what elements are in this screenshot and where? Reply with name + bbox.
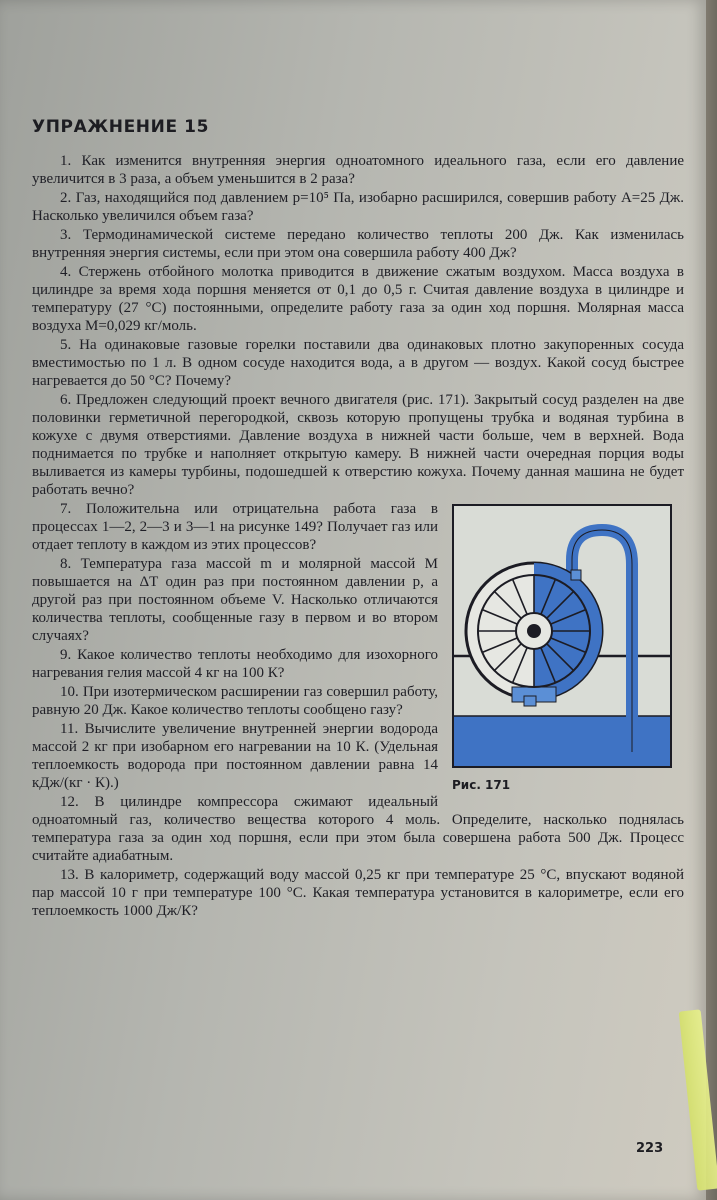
problem-text: Температура газа массой m и молярной массой M повышается на ΔT один раз при постоянном давлении p, а другой раз при постоянном объеме V. Насколько отличаются количества теплоты, сообщенные газу в первом и во втором случаях? — [32, 556, 438, 644]
problem-number: 7. — [60, 501, 72, 517]
problem-1 — [32, 152, 684, 188]
problem-text: Стержень отбойного молотка приводится в движение сжатым воздухом. Масса воздуха в цилиндре за время хода поршня меняется от 0,1 до 0,5 г. Считая давление воздуха в цилиндре и температуру (27 °С) постоянными, определите работу газа за один ход поршня. Молярная масса воздуха M=0,029 кг/моль. — [32, 264, 684, 334]
problem-number: 2. — [60, 190, 72, 206]
figure-171 — [452, 504, 684, 802]
perpetual-motion-illustration — [452, 504, 672, 768]
problem-text: Какое количество теплоты необходимо для изохорного нагревания гелия массой 4 кг на 100 К? — [32, 647, 438, 681]
problem-13 — [32, 866, 684, 920]
problem-4 — [32, 263, 684, 335]
problem-text: Как изменится внутренняя энергия одноатомного идеального газа, если его давление увеличится в 3 раза, а объем уменьшится в 2 раза? — [32, 153, 685, 187]
problem-number: 8. — [60, 556, 72, 572]
problem-number: 12. — [60, 794, 79, 810]
problem-12 — [32, 793, 684, 865]
problem-number: 4. — [60, 264, 72, 280]
problem-number: 6. — [60, 392, 72, 408]
problem-text: В калориметр, содержащий воду массой 0,25 кг при температуре 25 °С, впускают водяной пар массой 10 г при температуре 100 °С. Какая температура установится в калориметре, если его теплоемкость 1000 Дж/К? — [32, 867, 684, 919]
problem-text: На одинаковые газовые горелки поставили два одинаковых плотно закупоренных сосуда вместимостью по 1 л. В одном сосуде находится вода, а в другом — воздух. Какой сосуд быстрее нагревается до 50 °С? Почему? — [32, 337, 684, 389]
turbine-axle — [527, 624, 541, 638]
problem-2 — [32, 189, 684, 225]
page-number: 223 — [636, 1141, 664, 1156]
problem-text: Положительна или отрицательна работа газа в процессах 1—2, 2—3 и 3—1 на рисунке 149? Получает газ или отдает теплоту в каждом из этих процессов? — [32, 501, 438, 553]
problem-text: Вычислите увеличение внутренней энергии водорода массой 2 кг при изобарном его нагревании на 10 К. (Удельная теплоемкость водорода при постоянном давлении равна 14 кДж/(кг · К).) — [32, 721, 439, 791]
problem-number: 11. — [60, 721, 79, 737]
problem-number: 9. — [60, 647, 72, 663]
problem-number: 5. — [60, 337, 72, 353]
problem-6 — [32, 391, 684, 499]
upper-casing-opening — [571, 570, 581, 580]
lower-casing-opening — [524, 696, 536, 706]
problem-number: 1. — [60, 153, 72, 169]
exercise-problems — [32, 152, 684, 921]
problem-text: Термодинамической системе передано количество теплоты 200 Дж. Как изменилась внутренняя энергия системы, если при этом она совершила работу 400 Дж? — [32, 227, 684, 261]
problem-3 — [32, 226, 684, 262]
problem-text: Газ, находящийся под давлением p=10⁵ Па, изобарно расширился, совершив работу A=25 Дж. Насколько увеличился объем газа? — [32, 190, 685, 224]
exercise-heading: УПРАЖНЕНИЕ 15 — [32, 117, 210, 137]
problem-number: 13. — [60, 867, 79, 883]
problem-text-lead: Предложен следующий проект вечного двигателя (рис. 171). Закрытый сосуд разделен на две половинки герметичной перегородкой, сквозь которую пропущены трубка и водяная турбина в кожухе с двумя отверстиями. Давление воздуха в нижней части больше, чем в верхней. Вода поднимается по трубке и наполняет открытую камеру. В нижней части очередная порция воды выливается из камеры турбины, подошедшей к отверстию кожуха. Почему данная машина не будет работать вечно? — [32, 392, 684, 498]
problem-text: При изотермическом расширении газ совершил работу, равную 20 Дж. Какое количество теплоты сообщено газу? — [32, 684, 439, 718]
problem-number: 10. — [60, 684, 79, 700]
problem-5 — [32, 336, 684, 390]
problem-text: В цилиндре компрессора сжимают идеальный одноатомный газ, количество вещества которого 4 моль. Определите, насколько поднялась температура газа за один ход поршня, если при этом была совершена работа 500 Дж. Процесс считайте адиабатным. — [32, 794, 684, 864]
figure-caption: Рис. 171 — [452, 778, 511, 792]
problem-number: 3. — [60, 227, 72, 243]
